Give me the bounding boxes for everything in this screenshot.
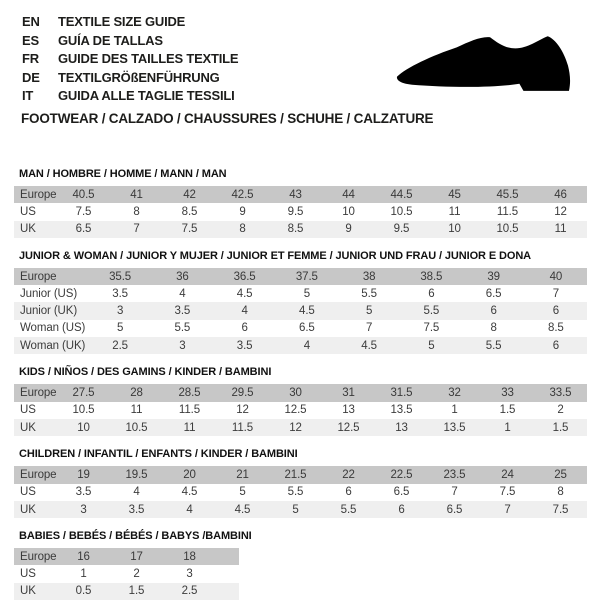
size-cell: 5 <box>303 287 311 300</box>
size-cell: 6 <box>463 302 525 319</box>
size-cell: 12 <box>236 404 249 417</box>
size-cell: 1 <box>481 419 534 436</box>
size-cell: 24 <box>481 466 534 483</box>
table-row <box>14 268 587 285</box>
size-cell: 12 <box>554 205 567 218</box>
size-cell: 36.5 <box>214 268 276 285</box>
row-label: Europe <box>14 186 57 203</box>
size-cell: 10 <box>428 221 481 238</box>
size-cell: 30 <box>269 384 322 401</box>
table-row <box>14 320 587 337</box>
size-cell: 6.5 <box>393 486 410 499</box>
size-cell: 4.5 <box>216 501 269 518</box>
size-cell: 41 <box>110 186 163 203</box>
size-table <box>14 186 587 238</box>
size-cell: 11 <box>534 221 587 238</box>
size-cell: 44.5 <box>375 186 428 203</box>
size-cell: 28 <box>110 384 163 401</box>
size-cell: 7.5 <box>423 322 440 335</box>
size-cell: 1.5 <box>499 404 516 417</box>
size-cell: 38 <box>338 268 400 285</box>
size-cell: 7 <box>481 501 534 518</box>
size-cell: 45.5 <box>481 186 534 203</box>
size-table-section <box>14 530 587 600</box>
size-cell: 19.5 <box>110 466 163 483</box>
size-cell: 37.5 <box>276 268 338 285</box>
size-cell: 11 <box>163 419 216 436</box>
size-table <box>14 548 239 600</box>
size-cell: 6.5 <box>428 501 481 518</box>
size-cell: 11.5 <box>178 404 201 417</box>
size-cell: 9 <box>322 221 375 238</box>
size-cell: 19 <box>57 466 110 483</box>
size-cell: 7.5 <box>75 205 92 218</box>
size-cell: 2.5 <box>89 337 151 354</box>
size-cell: 7 <box>552 287 560 300</box>
size-cell: 22 <box>322 466 375 483</box>
size-cell: 7 <box>365 322 373 335</box>
size-cell: 5 <box>116 322 124 335</box>
size-cell: 10 <box>342 205 355 218</box>
filler-cell <box>216 565 239 582</box>
size-cell: 21.5 <box>269 466 322 483</box>
size-cell: 5.5 <box>361 287 377 300</box>
size-cell: 3.5 <box>110 501 163 518</box>
row-label: UK <box>14 583 57 600</box>
size-cell: 12 <box>269 419 322 436</box>
table-row <box>14 203 587 220</box>
size-cell: 3 <box>151 337 213 354</box>
size-cell: 8 <box>490 322 497 335</box>
row-label: Woman (US) <box>20 322 86 335</box>
category-title: FOOTWEAR / CALZADO / CHAUSSURES / SCHUHE / CALZATURE <box>21 111 434 126</box>
row-label: US <box>20 486 36 499</box>
row-label: Europe <box>14 384 57 401</box>
lang-code: FR <box>22 51 39 67</box>
size-cell: 28.5 <box>163 384 216 401</box>
table-title: CHILDREN / INFANTIL / ENFANTS / KINDER / BAMBINI <box>19 448 298 461</box>
size-cell: 6 <box>525 337 587 354</box>
size-cell: 33.5 <box>534 384 587 401</box>
size-cell: 13.5 <box>428 419 481 436</box>
size-cell: 8.5 <box>548 322 564 335</box>
lang-code: DE <box>22 69 40 85</box>
size-cell: 3.5 <box>75 486 92 499</box>
size-cell: 4.5 <box>338 337 400 354</box>
lang-row-es <box>22 32 238 51</box>
size-cell: 8 <box>557 486 564 499</box>
size-cell: 4 <box>276 337 338 354</box>
size-cell: 39 <box>463 268 525 285</box>
lang-code: ES <box>22 32 39 48</box>
size-cell: 17 <box>110 548 163 565</box>
row-label: US <box>20 404 36 417</box>
size-cell: 7.5 <box>499 486 516 499</box>
size-cell: 7.5 <box>163 221 216 238</box>
row-label: Europe <box>14 268 89 285</box>
size-cell: 8 <box>133 205 140 218</box>
size-cell: 3.5 <box>112 287 128 300</box>
size-cell: 5 <box>338 302 400 319</box>
table-row <box>14 186 587 203</box>
size-cell: 18 <box>163 548 216 565</box>
size-cell: 6.5 <box>57 221 110 238</box>
size-cell: 2 <box>557 404 564 417</box>
size-cell: 3 <box>57 501 110 518</box>
table-row <box>14 285 587 302</box>
size-cell: 3 <box>89 302 151 319</box>
size-cell: 13.5 <box>390 404 413 417</box>
row-label: Europe <box>14 466 57 483</box>
table-row <box>14 384 587 401</box>
size-cell: 4 <box>179 287 186 300</box>
table-title: BABIES / BEBÉS / BÉBÉS / BABYS /BAMBINI <box>19 530 252 543</box>
table-title: KIDS / NIÑOS / DES GAMINS / KINDER / BAMBINI <box>19 366 272 379</box>
size-cell: 20 <box>163 466 216 483</box>
size-cell: 3.5 <box>151 302 213 319</box>
size-cell: 13 <box>375 419 428 436</box>
lang-row-de <box>22 69 238 88</box>
size-cell: 5 <box>239 486 246 499</box>
size-cell: 4.5 <box>181 486 198 499</box>
size-cell: 31.5 <box>375 384 428 401</box>
size-cell: 3.5 <box>214 337 276 354</box>
size-cell: 29.5 <box>216 384 269 401</box>
size-cell: 2 <box>133 568 140 581</box>
size-cell: 6 <box>345 486 352 499</box>
size-cell: 38.5 <box>400 268 462 285</box>
row-label: US <box>20 568 36 581</box>
size-cell: 5.5 <box>400 302 462 319</box>
size-table <box>14 268 587 354</box>
table-row <box>14 419 587 436</box>
lang-row-fr <box>22 50 238 69</box>
row-label: UK <box>14 419 57 436</box>
size-cell: 5.5 <box>287 486 304 499</box>
size-cell: 35.5 <box>89 268 151 285</box>
size-cell: 6.5 <box>485 287 502 300</box>
table-row <box>14 302 587 319</box>
size-cell: 1 <box>451 404 458 417</box>
size-cell: 43 <box>269 186 322 203</box>
size-table-section <box>14 448 587 518</box>
row-label: Europe <box>14 548 57 565</box>
row-label: UK <box>14 501 57 518</box>
size-table <box>14 384 587 436</box>
lang-code: EN <box>22 14 40 29</box>
size-cell: 9 <box>239 205 246 218</box>
size-table-section <box>14 250 587 354</box>
size-cell: 8 <box>216 221 269 238</box>
size-cell: 7 <box>451 486 458 499</box>
size-cell: 0.5 <box>57 583 110 600</box>
size-cell: 25 <box>534 466 587 483</box>
filler-cell <box>216 548 239 565</box>
row-label: UK <box>14 221 57 238</box>
size-cell: 9.5 <box>287 205 304 218</box>
row-label: Junior (UK) <box>14 302 89 319</box>
lang-row-en <box>22 13 238 32</box>
lang-label: TEXTILGRÖßENFÜHRUNG <box>58 69 220 85</box>
table-row <box>14 501 587 518</box>
filler-cell <box>216 583 239 600</box>
size-cell: 5 <box>269 501 322 518</box>
table-row <box>14 402 587 419</box>
size-cell: 1.5 <box>534 419 587 436</box>
size-cell: 10.5 <box>72 404 95 417</box>
size-cell: 4 <box>133 486 140 499</box>
size-cell: 40 <box>525 268 587 285</box>
size-cell: 5 <box>400 337 462 354</box>
size-cell: 1.5 <box>110 583 163 600</box>
size-cell: 4.5 <box>276 302 338 319</box>
size-cell: 11 <box>130 404 143 417</box>
size-cell: 10.5 <box>110 419 163 436</box>
size-cell: 8.5 <box>181 205 198 218</box>
size-cell: 7 <box>110 221 163 238</box>
size-cell: 11.5 <box>496 205 519 218</box>
size-cell: 46 <box>534 186 587 203</box>
table-row <box>14 484 587 501</box>
size-cell: 10 <box>57 419 110 436</box>
size-cell: 13 <box>342 404 355 417</box>
size-tables <box>14 168 587 600</box>
row-label: Junior (US) <box>20 287 78 300</box>
size-cell: 6 <box>375 501 428 518</box>
size-cell: 36 <box>151 268 213 285</box>
size-cell: 12.5 <box>322 419 375 436</box>
size-cell: 11.5 <box>216 419 269 436</box>
size-cell: 42.5 <box>216 186 269 203</box>
table-row <box>14 466 587 483</box>
lang-code: IT <box>22 88 34 104</box>
lang-row-it <box>22 87 238 106</box>
table-row <box>14 337 587 354</box>
size-cell: 31 <box>322 384 375 401</box>
size-cell: 6 <box>241 322 248 335</box>
size-table <box>14 466 587 518</box>
size-cell: 33 <box>481 384 534 401</box>
size-cell: 44 <box>322 186 375 203</box>
size-table-section <box>14 366 587 436</box>
size-cell: 23.5 <box>428 466 481 483</box>
size-cell: 5.5 <box>322 501 375 518</box>
size-cell: 1 <box>80 568 87 581</box>
dress-shoe-icon <box>394 27 572 94</box>
size-cell: 10.5 <box>481 221 534 238</box>
size-cell: 6 <box>525 302 587 319</box>
size-cell: 9.5 <box>375 221 428 238</box>
size-cell: 4 <box>214 302 276 319</box>
table-row <box>14 583 239 600</box>
table-row <box>14 565 239 582</box>
size-cell: 32 <box>428 384 481 401</box>
size-cell: 16 <box>57 548 110 565</box>
row-label: US <box>20 205 36 218</box>
size-cell: 5.5 <box>174 322 191 335</box>
size-cell: 10.5 <box>390 205 413 218</box>
size-cell: 6 <box>428 287 435 300</box>
table-title: MAN / HOMBRE / HOMME / MANN / MAN <box>19 168 227 180</box>
size-cell: 45 <box>428 186 481 203</box>
lang-label: GUIDA ALLE TAGLIE TESSILI <box>58 88 235 104</box>
size-cell: 6.5 <box>299 322 315 335</box>
size-cell: 2.5 <box>163 583 216 600</box>
size-cell: 4.5 <box>236 287 253 300</box>
size-cell: 8.5 <box>269 221 322 238</box>
size-cell: 11 <box>448 205 461 218</box>
size-cell: 4 <box>163 501 216 518</box>
row-label: Woman (UK) <box>14 337 89 354</box>
table-row <box>14 548 239 565</box>
lang-label: GUIDE DES TAILLES TEXTILE <box>58 51 239 67</box>
size-cell: 3 <box>186 568 193 581</box>
table-row <box>14 221 587 238</box>
lang-label: GUÍA DE TALLAS <box>58 32 163 48</box>
size-cell: 42 <box>163 186 216 203</box>
lang-label: TEXTILE SIZE GUIDE <box>58 14 186 29</box>
size-cell: 40.5 <box>57 186 110 203</box>
size-cell: 27.5 <box>57 384 110 401</box>
table-title: JUNIOR & WOMAN / JUNIOR Y MUJER / JUNIOR ET FEMME / JUNIOR UND FRAU / JUNIOR E DONA <box>19 249 532 262</box>
size-table-section <box>14 168 587 238</box>
size-cell: 5.5 <box>463 337 525 354</box>
size-cell: 21 <box>216 466 269 483</box>
language-header <box>22 13 238 106</box>
size-cell: 12.5 <box>284 404 307 417</box>
size-cell: 7.5 <box>534 501 587 518</box>
size-cell: 22.5 <box>375 466 428 483</box>
